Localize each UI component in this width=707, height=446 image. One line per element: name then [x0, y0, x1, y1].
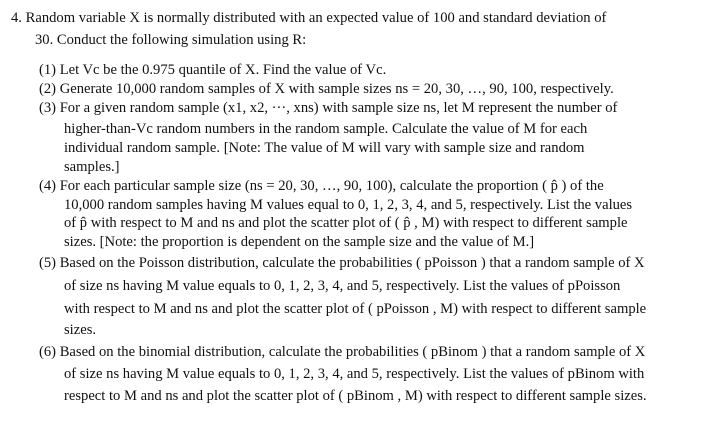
item-4-text-3: of p̂ with respect to M and ns and plot the scatter plot of ( p̂ , M) with respect to different sample	[64, 215, 628, 231]
item-5-line-4	[64, 321, 96, 339]
item-6-label: (6)	[39, 344, 57, 360]
item-6-text-2: of size ns having M value equals to 0, 1, 2, 3, 4, and 5, respectively. List the values of pBinom with	[64, 366, 645, 382]
item-6-line-3	[64, 387, 647, 405]
item-5-text-1: Based on the Poisson distribution, calculate the probabilities ( pPoisson ) that a random sample of X	[59, 255, 645, 271]
item-6-text-1: Based on the binomial distribution, calculate the probabilities ( pBinom ) that a random sample of X	[59, 344, 646, 360]
item-4-text-2: 10,000 random samples having M values equal to 0, 1, 2, 3, 4, and 5, respectively. List the values	[64, 197, 633, 213]
question-line-1	[11, 9, 606, 27]
question-number: 4.	[11, 10, 22, 26]
item-6-line-2	[64, 365, 644, 383]
question-intro-line-2: 30. Conduct the following simulation using R:	[35, 32, 307, 48]
item-3-line-2	[64, 120, 587, 138]
item-5-text-2: of size ns having M value equals to 0, 1, 2, 3, 4, and 5, respectively. List the values of pPoisson	[64, 278, 621, 294]
item-2-label: (2)	[39, 81, 57, 97]
item-6-line-1	[39, 343, 645, 361]
item-5-line-1	[39, 254, 645, 272]
item-1-line-1	[39, 61, 386, 79]
item-5-line-2	[64, 277, 620, 295]
item-4-label: (4)	[39, 178, 57, 194]
question-intro-line-1: Random variable X is normally distributed with an expected value of 100 and standard deviation of	[25, 10, 607, 26]
item-4-line-2	[64, 196, 632, 214]
item-4-text-4: sizes. [Note: the proportion is dependent on the sample size and the value of M.]	[64, 234, 535, 250]
item-5-label: (5)	[39, 255, 57, 271]
item-3-line-4	[64, 158, 120, 176]
item-3-text-4: samples.]	[64, 159, 120, 175]
item-3-text-1: For a given random sample (x1, x2, ···, xns) with sample size ns, let M represent the number of	[59, 100, 618, 116]
item-3-line-1	[39, 99, 617, 117]
item-4-line-4	[64, 233, 534, 251]
item-3-text-3: individual random sample. [Note: The value of M will vary with sample size and random	[64, 140, 585, 156]
item-3-line-3	[64, 139, 585, 157]
item-5-text-3: with respect to M and ns and plot the scatter plot of ( pPoisson , M) with respect to different sample	[64, 301, 647, 317]
question-intro-line-2-row	[35, 31, 306, 49]
item-4-line-3	[64, 214, 627, 232]
item-5-line-3	[64, 300, 646, 318]
item-3-label: (3)	[39, 100, 57, 116]
item-1-text: Let Vc be the 0.975 quantile of X. Find the value of Vc.	[59, 62, 387, 78]
item-4-text-1: For each particular sample size (ns = 20, 30, …, 90, 100), calculate the proportion ( p̂ ) of the	[59, 178, 604, 194]
item-2-text: Generate 10,000 random samples of X with sample sizes ns = 20, 30, …, 90, 100, respectively.	[59, 81, 614, 97]
item-3-text-2: higher-than-Vc random numbers in the random sample. Calculate the value of M for each	[64, 121, 588, 137]
item-5-text-4: sizes.	[64, 322, 97, 338]
item-4-line-1	[39, 177, 604, 195]
item-6-text-3: respect to M and ns and plot the scatter plot of ( pBinom , M) with respect to different sample sizes.	[64, 388, 647, 404]
item-1-label: (1)	[39, 62, 57, 78]
item-2-line-1	[39, 80, 614, 98]
